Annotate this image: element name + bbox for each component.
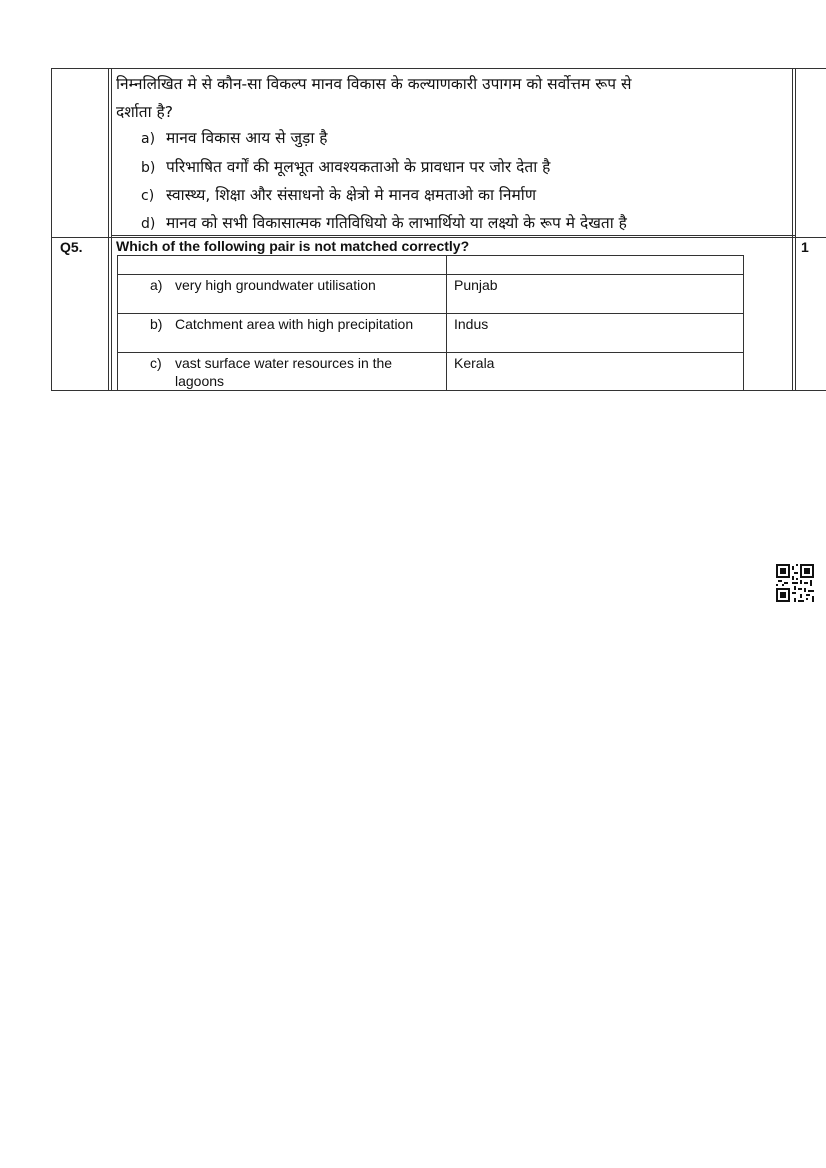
match-row-c-right: Kerala [454, 355, 495, 371]
col-divider-2 [792, 68, 793, 391]
match-row-b-letter: b) [150, 316, 163, 332]
q5-number: Q5. [60, 239, 83, 255]
q4-option-a-letter: a) [141, 131, 156, 147]
match-row-line [117, 274, 744, 275]
match-table-bottom [117, 390, 744, 391]
match-row-b-right: Indus [454, 316, 489, 332]
table-left-border [51, 68, 52, 391]
match-row-b-left: Catchment area with high precipitation [175, 316, 414, 332]
q4-option-b: परिभाषित वर्गों की मूलभूत आवश्यकताओ के प्रावधान पर जोर देता है [166, 158, 551, 176]
match-row-c-left-line1: vast surface water resources in the [175, 355, 393, 371]
match-col-left [117, 255, 118, 391]
match-row-a-letter: a) [150, 277, 163, 293]
q4-option-c-letter: c) [141, 188, 155, 204]
col-divider-2b [795, 68, 796, 391]
match-row-line [117, 352, 744, 353]
q4-option-d-letter: d) [141, 216, 156, 232]
q4-option-d: मानव को सभी विकासात्मक गतिविधियो के लाभार्थियो या लक्ष्यो के रूप मे देखता है [166, 214, 627, 232]
match-row-a-right: Punjab [454, 277, 498, 293]
match-row-c-letter: c) [150, 355, 162, 371]
match-row-line [117, 313, 744, 314]
q5-marks: 1 [801, 239, 809, 255]
match-row-a-left: very high groundwater utilisation [175, 277, 376, 293]
col-divider-1b [111, 68, 112, 391]
match-table-top [117, 255, 744, 256]
q5-question: Which of the following pair is not matched correctly? [116, 238, 470, 254]
match-col-right [743, 255, 744, 391]
match-col-mid [446, 255, 447, 391]
col-divider-1 [108, 68, 109, 391]
q4-option-c: स्वास्थ्य, शिक्षा और संसाधनो के क्षेत्रो मे मानव क्षमताओ का निर्माण [166, 186, 537, 204]
q4-question-line2: दर्शाता है? [116, 103, 174, 121]
q4-question-line1: निम्नलिखित मे से कौन-सा विकल्प मानव विकास के कल्याणकारी उपागम को सर्वोत्तम रूप से [116, 75, 632, 93]
table-top-border [51, 68, 826, 69]
row-divider-inner [111, 235, 795, 236]
qr-code-icon [776, 564, 814, 602]
match-row-c-left-line2: lagoons [175, 373, 225, 389]
q4-option-b-letter: b) [141, 160, 156, 176]
q4-option-a: मानव विकास आय से जुड़ा है [166, 129, 328, 147]
